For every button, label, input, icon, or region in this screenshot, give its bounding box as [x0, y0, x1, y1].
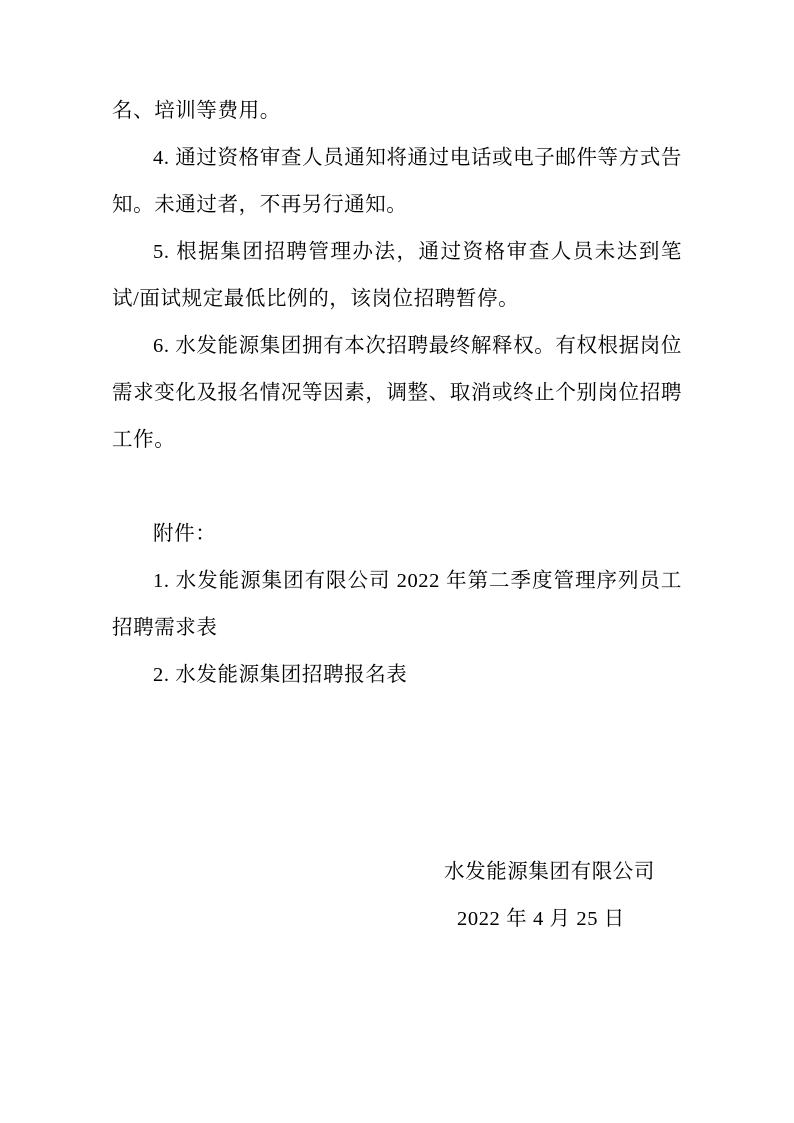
paragraph-item-6: 6. 水发能源集团拥有本次招聘最终解释权。有权根据岗位需求变化及报名情况等因素，调整、取消或终止个别岗位招聘工作。: [112, 335, 682, 451]
attachment-item-1: 1. 水发能源集团有限公司 2022 年第二季度管理序列员工招聘需求表: [112, 570, 682, 639]
attachment-item-2: 2. 水发能源集团招聘报名表: [153, 664, 408, 686]
signature-organization: 水发能源集团有限公司: [444, 861, 655, 883]
attachments-heading: 附件：: [153, 523, 217, 545]
document-body: [112, 88, 682, 699]
spacer: [112, 464, 682, 511]
paragraph-item-5: 5. 根据集团招聘管理办法，通过资格审查人员未达到笔试/面试规定最低比例的，该岗位招聘暂停。: [112, 241, 682, 310]
paragraph-item-4: 4. 通过资格审查人员通知将通过电话或电子邮件等方式告知。未通过者，不再另行通知。: [112, 147, 682, 216]
signature-block: [112, 849, 682, 943]
paragraph-continuation: 名、培训等费用。: [112, 100, 281, 122]
signature-date: 2022 年 4 月 25 日: [457, 908, 625, 930]
